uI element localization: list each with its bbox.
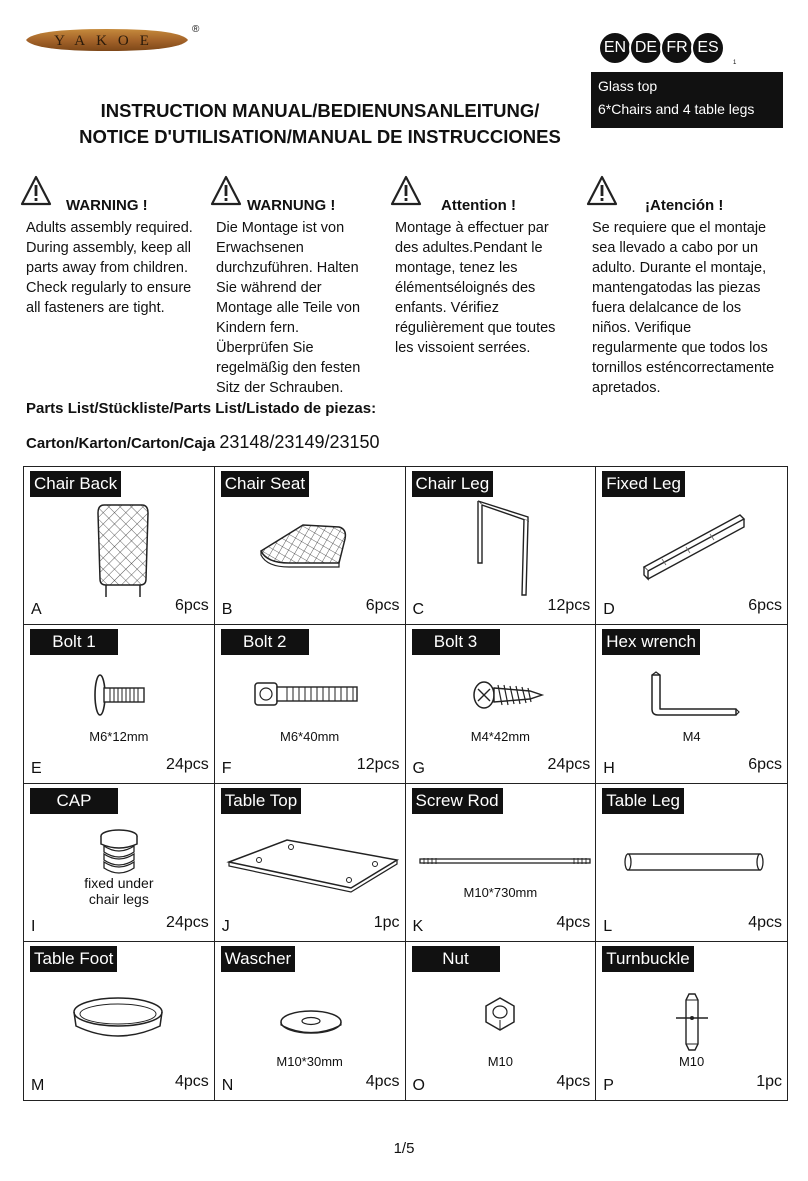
- warning-de-line: regelmäßig den festen: [216, 360, 361, 376]
- part-cell-l: [596, 784, 787, 942]
- warning-body-es: [592, 218, 802, 398]
- parts-grid: [23, 466, 788, 1101]
- part-letter: F: [221, 759, 232, 777]
- part-cell-k: [406, 784, 597, 942]
- part-label: Turnbuckle: [602, 946, 693, 972]
- part-qty: 6pcs: [748, 597, 782, 615]
- part-letter: C: [412, 601, 425, 619]
- warning-de-line: Sie während der: [216, 280, 322, 296]
- warning-fr-line: des adultes.Pendant le: [395, 240, 543, 256]
- part-cell-p: [596, 942, 787, 1100]
- part-spec: M4*42mm: [470, 729, 530, 745]
- part-letter: L: [603, 917, 613, 935]
- warning-body-en: [26, 218, 211, 318]
- part-letter: H: [603, 759, 615, 777]
- part-spec: M6*40mm: [280, 729, 340, 745]
- part-qty: 4pcs: [174, 1073, 209, 1090]
- part-spec: fixed under chair legs: [84, 874, 154, 907]
- part-cell-j: [215, 784, 406, 942]
- part-qty: 12pcs: [356, 755, 400, 773]
- part-cell-n: [215, 942, 406, 1100]
- svg-text:YAKOE: YAKOE: [54, 33, 160, 49]
- warning-de-line: Sitz der Schrauben.: [216, 380, 344, 396]
- part-spec: M10: [678, 1053, 705, 1069]
- part-letter: K: [412, 917, 424, 935]
- part-label: Hex wrench: [602, 629, 700, 655]
- manual-title: [60, 98, 580, 150]
- warning-title-es: ¡Atención !: [645, 197, 724, 214]
- warning-de-line: Montage alle Teile von: [216, 300, 361, 316]
- warning-fr-line: Montage à effectuer par: [395, 220, 549, 236]
- part-qty: 4pcs: [748, 913, 782, 931]
- warning-es-line: fuera delalcance de los: [592, 300, 742, 316]
- part-letter: A: [31, 601, 42, 619]
- contents-line-2: 6*Chairs and 4 table legs: [598, 101, 755, 117]
- part-qty: 12pcs: [547, 597, 591, 615]
- part-cell-i: [24, 784, 215, 942]
- part-qty: 24pcs: [166, 913, 209, 931]
- part-letter: B: [221, 601, 233, 619]
- part-qty: 6pcs: [365, 597, 400, 615]
- part-cell-f: [215, 625, 406, 783]
- warning-body-de: [216, 218, 386, 398]
- carton-label: Carton/Karton/Carton/Caja: [26, 435, 216, 452]
- part-cell-m: [24, 942, 215, 1100]
- warning-fr-line: enfants. Vérifiez: [395, 300, 499, 316]
- warning-icon: [20, 175, 52, 207]
- page-number: 1/5: [393, 1140, 415, 1157]
- carton-number: 23148/23149/23150: [219, 432, 380, 452]
- warning-de-line: Kindern fern.: [216, 320, 300, 336]
- manual-title-line-2: NOTICE D'UTILISATION/MANUAL DE INSTRUCCIONES: [79, 126, 561, 147]
- part-label: Chair Back: [30, 471, 121, 497]
- warning-fr-line: régulièrement que toutes: [395, 320, 556, 336]
- part-qty: 6pcs: [748, 755, 782, 773]
- part-letter: M: [31, 1077, 45, 1094]
- warning-icon: [390, 175, 422, 207]
- part-cell-c: [406, 467, 597, 625]
- part-qty: 4pcs: [556, 1073, 591, 1090]
- warning-es-line: mantengatodas las piezas: [592, 280, 761, 296]
- warning-title-en: WARNING !: [66, 197, 148, 214]
- part-cell-d: [596, 467, 787, 625]
- warning-en-line: Check regularly to ensure: [26, 280, 192, 296]
- part-spec: M10*730mm: [463, 884, 538, 900]
- language-badges: [598, 31, 722, 65]
- part-label: Table Top: [221, 788, 301, 814]
- part-cell-g: [406, 625, 597, 783]
- warning-fr-line: élémentséloignés des: [395, 280, 536, 296]
- warning-fr-line: montage, tenez les: [395, 260, 518, 276]
- warning-de-line: Überprüfen Sie: [216, 340, 314, 356]
- warning-fr-line: les vissoient serrées.: [395, 340, 531, 356]
- carton-line: [26, 432, 380, 453]
- warning-title-de: WARNUNG !: [247, 197, 336, 214]
- warning-title-fr: Attention !: [441, 197, 516, 214]
- warning-body-fr: [395, 218, 585, 358]
- warning-icon: [210, 175, 242, 207]
- part-spec: M10: [487, 1053, 514, 1069]
- lang-badge-fr: FR: [660, 31, 694, 65]
- part-label: Nut: [412, 946, 500, 972]
- part-label: Fixed Leg: [602, 471, 685, 497]
- part-spec: M10*30mm: [276, 1053, 343, 1069]
- yakoe-logo: [24, 27, 190, 53]
- part-qty: 24pcs: [166, 755, 209, 773]
- part-qty: 4pcs: [365, 1073, 400, 1090]
- part-letter: I: [31, 917, 36, 935]
- part-letter: G: [412, 759, 425, 777]
- warning-en-line: all fasteners are tight.: [26, 300, 165, 316]
- registered-mark: ®: [192, 24, 200, 35]
- part-qty: 24pcs: [547, 755, 591, 773]
- warning-es-line: sea llevado a cabo por un: [592, 240, 759, 256]
- warning-en-line: During assembly, keep all: [26, 240, 191, 256]
- part-label: Table Leg: [602, 788, 684, 814]
- lang-badge-en: EN: [598, 31, 632, 65]
- warning-es-line: adulto. Durante el montaje,: [592, 260, 767, 276]
- part-letter: O: [412, 1077, 425, 1094]
- contents-box: [591, 72, 783, 128]
- part-cell-h: [596, 625, 787, 783]
- part-cell-e: [24, 625, 215, 783]
- part-letter: E: [31, 759, 42, 777]
- part-label: CAP: [30, 788, 118, 814]
- part-letter: D: [603, 601, 615, 619]
- warning-icon: [586, 175, 618, 207]
- warning-es-line: tornillos esténcorrectamente: [592, 360, 775, 376]
- part-letter: J: [221, 917, 230, 935]
- part-label: Wascher: [221, 946, 295, 972]
- tiny-mark: 1: [733, 60, 737, 66]
- part-spec: M4: [682, 729, 701, 745]
- part-letter: N: [221, 1077, 234, 1094]
- contents-line-1: Glass top: [598, 78, 658, 94]
- part-label: Screw Rod: [412, 788, 503, 814]
- warning-en-line: parts away from children.: [26, 260, 188, 276]
- warning-de-line: Die Montage ist von: [216, 220, 345, 236]
- manual-title-line-1: INSTRUCTION MANUAL/BEDIENUNSANLEITUNG/: [100, 100, 540, 121]
- lang-badge-de: DE: [629, 31, 663, 65]
- part-label: Bolt 3: [412, 629, 500, 655]
- part-qty: 6pcs: [174, 597, 209, 615]
- part-cell-o: [406, 942, 597, 1100]
- part-qty: 1pc: [756, 1073, 782, 1090]
- part-label: Chair Leg: [412, 471, 494, 497]
- warning-en-line: Adults assembly required.: [26, 220, 193, 236]
- part-letter: P: [603, 1077, 614, 1094]
- part-qty: 4pcs: [556, 913, 591, 931]
- warning-de-line: Erwachsenen: [216, 240, 304, 256]
- warning-es-line: regularmente que todos los: [592, 340, 768, 356]
- part-label: Table Foot: [30, 946, 117, 972]
- warning-es-line: Se requiere que el montaje: [592, 220, 767, 236]
- part-cell-b: [215, 467, 406, 625]
- parts-list-heading: Parts List/Stückliste/Parts List/Listado de piezas:: [26, 400, 377, 417]
- part-cell-a: [24, 467, 215, 625]
- part-label: Chair Seat: [221, 471, 309, 497]
- part-label: Bolt 1: [30, 629, 118, 655]
- warning-es-line: niños. Verifique: [592, 320, 692, 336]
- part-spec: M6*12mm: [89, 729, 149, 745]
- lang-badge-es: ES: [691, 31, 725, 65]
- warning-es-line: apretados.: [592, 380, 661, 396]
- part-label: Bolt 2: [221, 629, 309, 655]
- part-qty: 1pc: [373, 913, 400, 931]
- warning-de-line: durchzuführen. Halten: [216, 260, 359, 276]
